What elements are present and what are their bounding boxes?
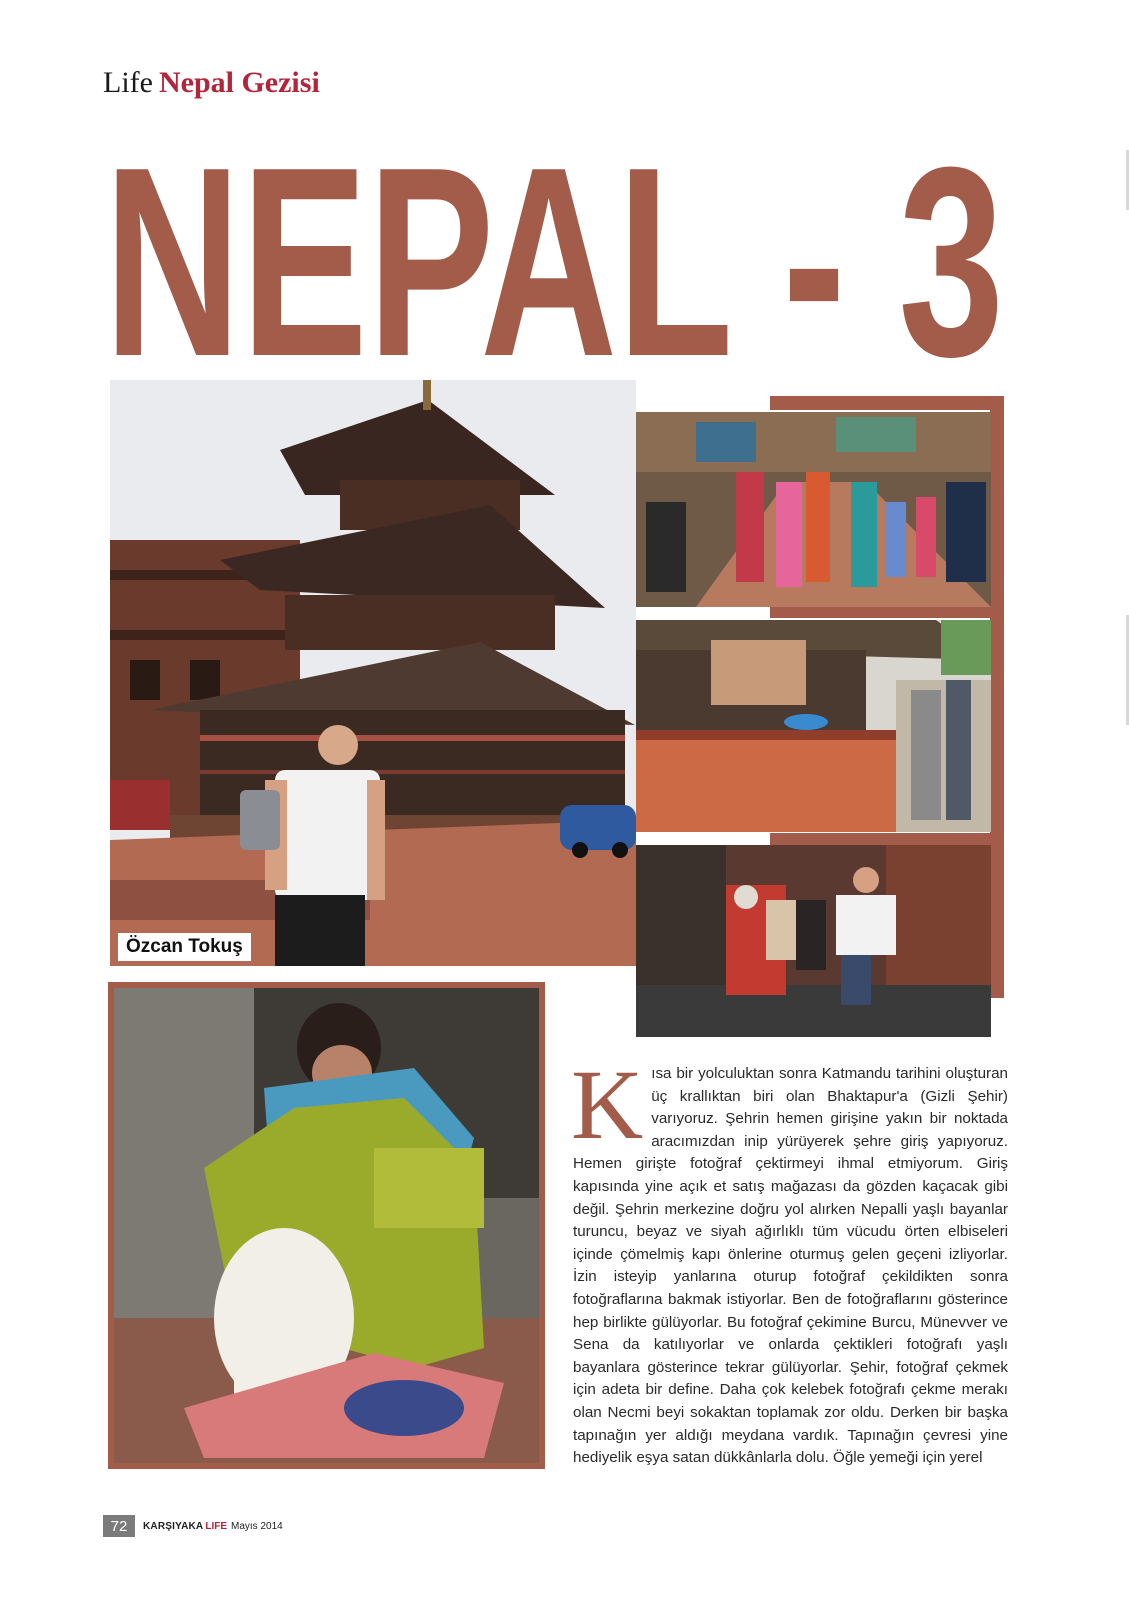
magazine-section-label: Life bbox=[103, 66, 153, 99]
magazine-brand-life: LIFE bbox=[205, 1520, 228, 1532]
drop-cap: K bbox=[571, 1049, 644, 1160]
street-photo bbox=[636, 412, 991, 607]
page-title-text: NEPAL - 3 bbox=[104, 140, 1005, 365]
issue-date: Mayıs 2014 bbox=[231, 1520, 283, 1532]
frame-strip bbox=[770, 606, 1004, 618]
magazine-brand: KARŞIYAKA bbox=[143, 1520, 204, 1532]
page-footer bbox=[103, 1514, 283, 1538]
frame-strip bbox=[770, 396, 1004, 410]
frame-strip bbox=[990, 396, 1004, 608]
temple-photo bbox=[110, 380, 636, 966]
article-text: ısa bir yolculuktan sonra Katmandu tarihini oluşturan üç krallıktan biri olan Bhaktapur'a (Gizli Şehir) varıyoruz. Şehrin hemen girişine yakın bir noktada aracımızdan inip yürüyerek şehre giriş yapıyoruz. Hemen girişte fotoğraf çektirmeyi ihmal etmiyorum. Giriş kapısında yine açık et satış mağazası da gözden kaçacak gibi değil. Şehrin merkezine doğru yol alırken Nepalli yaşlı bayanlar turuncu, beyaz ve siyah ağırlıklı tüm vücudu örten elbiseleri içinde çömelmiş kapı önlerine oturmuş gelen geçeni izliyorlar. İzin isteyip yanlarına oturup fotoğraf çekildikten sonra fotoğraflarına bakmak istiyorlar. Ben de fotoğraflarını gösterince hep birlikte gülüyorlar. Bu fotoğraf çekimine Burcu, Münevver ve Sena da katılıyorlar ve onlarda çektikleri fotoğrafı yaşlı bayanlara gösterince tekrar gülüyorlar. Şehir, fotoğraf çekmek için adeta bir define. Daha çok kelebek fotoğrafı çekme merakı olan Necmi beyi sokaktan toplamak zor oldu. Derken bir başka tapınağın yer aldığı meydana vardık. Tapınağın çevresi yine hediyelik eşya satan dükkânlarla dolu. Öğle yemeği için yerel bbox=[573, 1065, 1008, 1467]
frame-strip bbox=[990, 833, 1004, 998]
elders-photo bbox=[636, 845, 991, 1037]
article-section-title: Nepal Gezisi bbox=[158, 66, 320, 99]
meat-shop-photo bbox=[636, 620, 991, 832]
page-title bbox=[104, 140, 1024, 365]
woman-dog-photo bbox=[114, 988, 539, 1463]
frame-strip bbox=[990, 606, 1004, 836]
section-header bbox=[103, 66, 320, 100]
page-number: 72 bbox=[103, 1515, 135, 1537]
article-body bbox=[571, 1049, 1008, 1470]
frame-strip bbox=[770, 833, 1004, 845]
photo-caption-name: Özcan Tokuş bbox=[118, 933, 251, 961]
